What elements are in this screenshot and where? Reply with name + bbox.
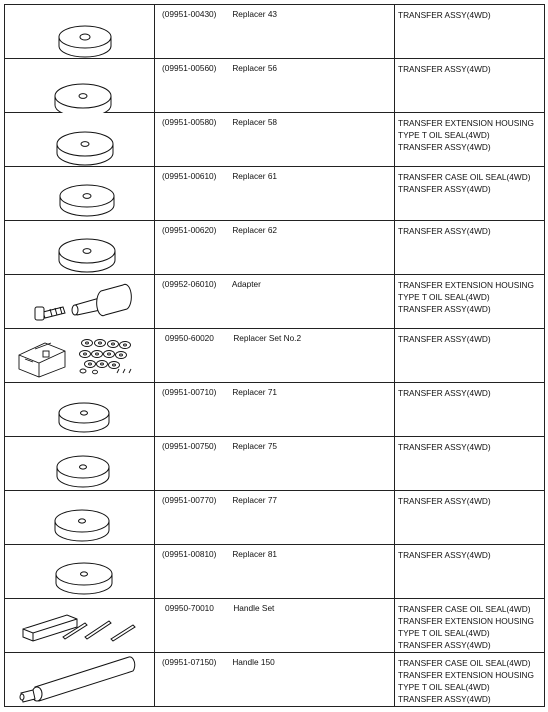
tool-name: Replacer 81 [232,549,278,559]
tool-illustration-cell [5,437,155,491]
application-line: TRANSFER EXTENSION HOUSING [398,616,534,626]
part-number: (09951-00620) [162,225,217,235]
application-cell [395,383,545,437]
tool-name: Replacer 71 [232,387,278,397]
part-number: (09951-00750) [162,441,217,451]
replacer-75-illustration [5,437,155,491]
part-number: (09951-00430) [162,9,217,19]
replacer-81-illustration [5,545,155,599]
table-row [5,113,545,167]
application-cell [395,653,545,707]
tool-description-cell [155,275,395,329]
replacer-58-illustration [5,113,155,167]
table-row [5,221,545,275]
tool-description-cell [155,599,395,653]
tool-name: Replacer 75 [232,441,278,451]
application-line: TRANSFER CASE OIL SEAL(4WD) [398,658,531,668]
application-cell [395,491,545,545]
application-line: TRANSFER ASSY(4WD) [398,550,491,560]
application-cell [395,275,545,329]
tool-illustration-cell [5,59,155,113]
replacer-71-illustration [5,383,155,437]
tool-name: Replacer 77 [232,495,278,505]
tool-description-cell [155,383,395,437]
tool-name: Adapter [231,279,261,289]
replacer-set-no2-illustration [5,329,155,383]
table-row [5,545,545,599]
tool-illustration-cell [5,221,155,275]
table-row [5,167,545,221]
part-number: (09951-00580) [162,117,217,127]
tool-name: Replacer 43 [232,9,278,19]
application-cell [395,113,545,167]
application-line: TRANSFER ASSY(4WD) [398,388,491,398]
application-line: TRANSFER ASSY(4WD) [398,694,491,704]
table-row [5,275,545,329]
application-line: TYPE T OIL SEAL(4WD) [398,130,490,140]
application-line: TRANSFER ASSY(4WD) [398,142,491,152]
tool-illustration-cell [5,275,155,329]
tool-description-cell [155,653,395,707]
tool-description-cell [155,221,395,275]
replacer-77-illustration [5,491,155,545]
replacer-56-illustration [5,59,155,113]
application-cell [395,221,545,275]
application-line: TRANSFER EXTENSION HOUSING [398,280,534,290]
tool-illustration-cell [5,5,155,59]
part-number: (09951-00610) [162,171,217,181]
replacer-43-illustration [5,5,155,59]
application-cell [395,5,545,59]
tool-description-cell [155,545,395,599]
table-row [5,437,545,491]
application-line: TRANSFER ASSY(4WD) [398,442,491,452]
application-line: TYPE T OIL SEAL(4WD) [398,292,490,302]
tool-name: Replacer 62 [232,225,278,235]
part-number: (09951-00770) [162,495,217,505]
application-line: TRANSFER ASSY(4WD) [398,640,491,650]
tool-illustration-cell [5,545,155,599]
part-number: 09950-70010 [165,603,214,613]
application-line: TRANSFER ASSY(4WD) [398,304,491,314]
application-line: TRANSFER ASSY(4WD) [398,10,491,20]
application-line: TRANSFER ASSY(4WD) [398,226,491,236]
application-line: TRANSFER EXTENSION HOUSING [398,670,534,680]
tool-illustration-cell [5,329,155,383]
application-line: TRANSFER CASE OIL SEAL(4WD) [398,172,531,182]
application-cell [395,329,545,383]
tool-name: Replacer 56 [232,63,278,73]
tool-description-cell [155,5,395,59]
tool-description-cell [155,329,395,383]
tool-illustration-cell [5,599,155,653]
table-row [5,599,545,653]
application-line: TRANSFER ASSY(4WD) [398,64,491,74]
table-row [5,59,545,113]
part-number: (09952-06010) [162,279,217,289]
application-line: TRANSFER ASSY(4WD) [398,496,491,506]
part-number: 09950-60020 [165,333,214,343]
table-row [5,383,545,437]
tool-name: Replacer 58 [232,117,278,127]
table-row [5,491,545,545]
tool-description-cell [155,167,395,221]
tool-description-cell [155,437,395,491]
tool-illustration-cell [5,491,155,545]
part-number: (09951-07150) [162,657,217,667]
table-row [5,653,545,707]
tool-illustration-cell [5,113,155,167]
application-cell [395,167,545,221]
tool-illustration-cell [5,167,155,221]
part-number: (09951-00810) [162,549,217,559]
tool-illustration-cell [5,653,155,707]
application-cell [395,437,545,491]
handle-150-illustration [5,653,155,707]
application-cell [395,545,545,599]
application-cell [395,59,545,113]
tool-name: Replacer Set No.2 [233,333,302,343]
application-line: TYPE T OIL SEAL(4WD) [398,628,490,638]
application-line: TYPE T OIL SEAL(4WD) [398,682,490,692]
tool-illustration-cell [5,383,155,437]
application-line: TRANSFER CASE OIL SEAL(4WD) [398,604,531,614]
part-number: (09951-00560) [162,63,217,73]
tool-description-cell [155,113,395,167]
application-line: TRANSFER ASSY(4WD) [398,184,491,194]
replacer-62-illustration [5,221,155,275]
application-line: TRANSFER ASSY(4WD) [398,334,491,344]
adapter-illustration [5,275,155,329]
tool-name: Handle Set [233,603,275,613]
replacer-61-illustration [5,167,155,221]
application-cell [395,599,545,653]
tool-name: Replacer 61 [232,171,278,181]
tool-description-cell [155,491,395,545]
handle-set-illustration [5,599,155,653]
table-row [5,5,545,59]
part-number: (09951-00710) [162,387,217,397]
table-row [5,329,545,383]
application-line: TRANSFER EXTENSION HOUSING [398,118,534,128]
tool-name: Handle 150 [232,657,275,667]
special-service-tools-table [4,4,545,707]
tool-description-cell [155,59,395,113]
